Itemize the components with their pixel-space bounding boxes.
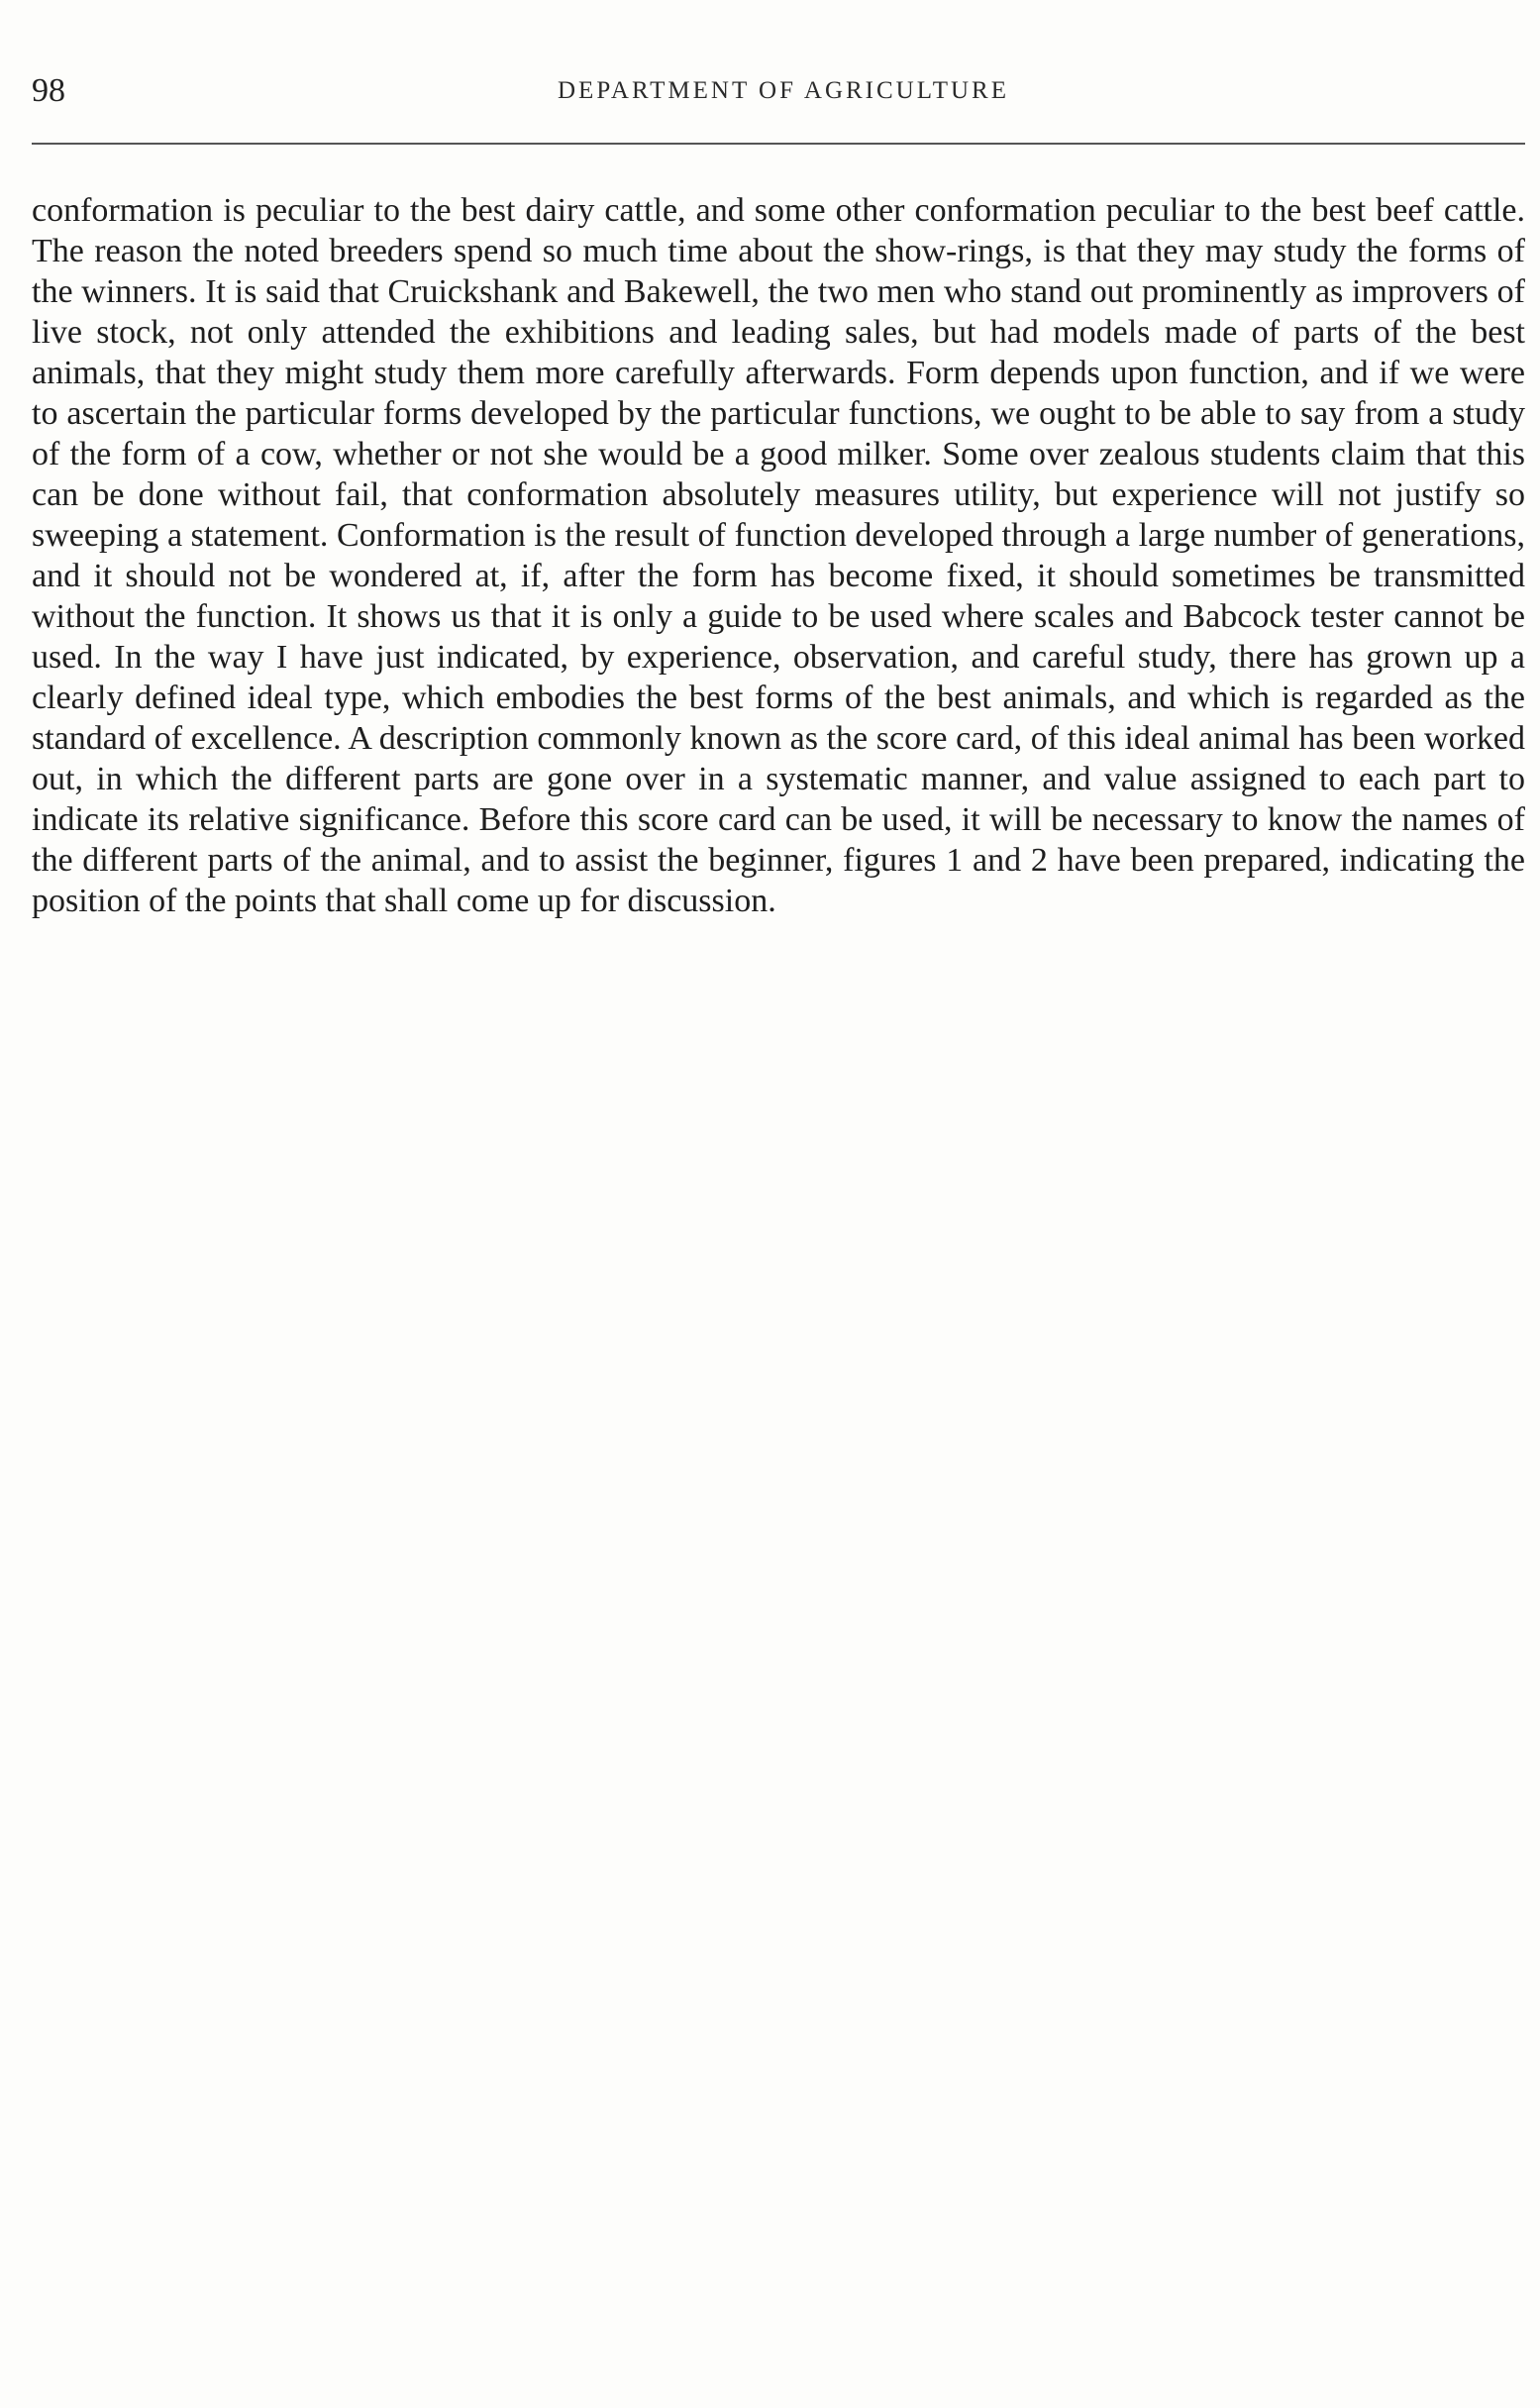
running-head (32, 71, 1525, 111)
header-rule (32, 143, 1525, 145)
running-title: DEPARTMENT OF AGRICULTURE (558, 77, 1009, 104)
body-paragraph: conformation is peculiar to the best dairy cattle, and some other conformation peculiar to the best beef cattle. The reason the noted breeders spend so much time about the show-rings, is that they may study the forms of the winners. It is said that Cruickshank and Bakewell, the two men who stand out prominently as improvers of live stock, not only attended the exhibitions and leading sales, but had models made of parts of the best animals, that they might study them more carefully afterwards. Form depends upon function, and if we were to ascertain the particular forms developed by the particular functions, we ought to be able to say from a study of the form of a cow, whether or not she would be a good milker. Some over zealous students claim that this can be done without fail, that conformation absolutely measures utility, but experience will not justify so sweeping a statement. Conformation is the result of function developed through a large number of generations, and it should not be wondered at, if, after the form has become fixed, it should sometimes be transmitted without the function. It shows us that it is only a guide to be used where scales and Babcock tester cannot be used. In the way I have just indicated, by experience, observation, and careful study, there has grown up a clearly defined ideal type, which embodies the best forms of the best animals, and which is regarded as the standard of excellence. A description commonly known as the score card, of this ideal animal has been worked out, in which the different parts are gone over in a systematic manner, and value assigned to each part to indicate its relative significance. Before this score card can be used, it will be necessary to know the names of the different parts of the animal, and to assist the beginner, figures 1 and 2 have been prepared, indicating the position of the points that shall come up for discussion. (32, 192, 1525, 919)
page-number: 98 (32, 72, 65, 109)
